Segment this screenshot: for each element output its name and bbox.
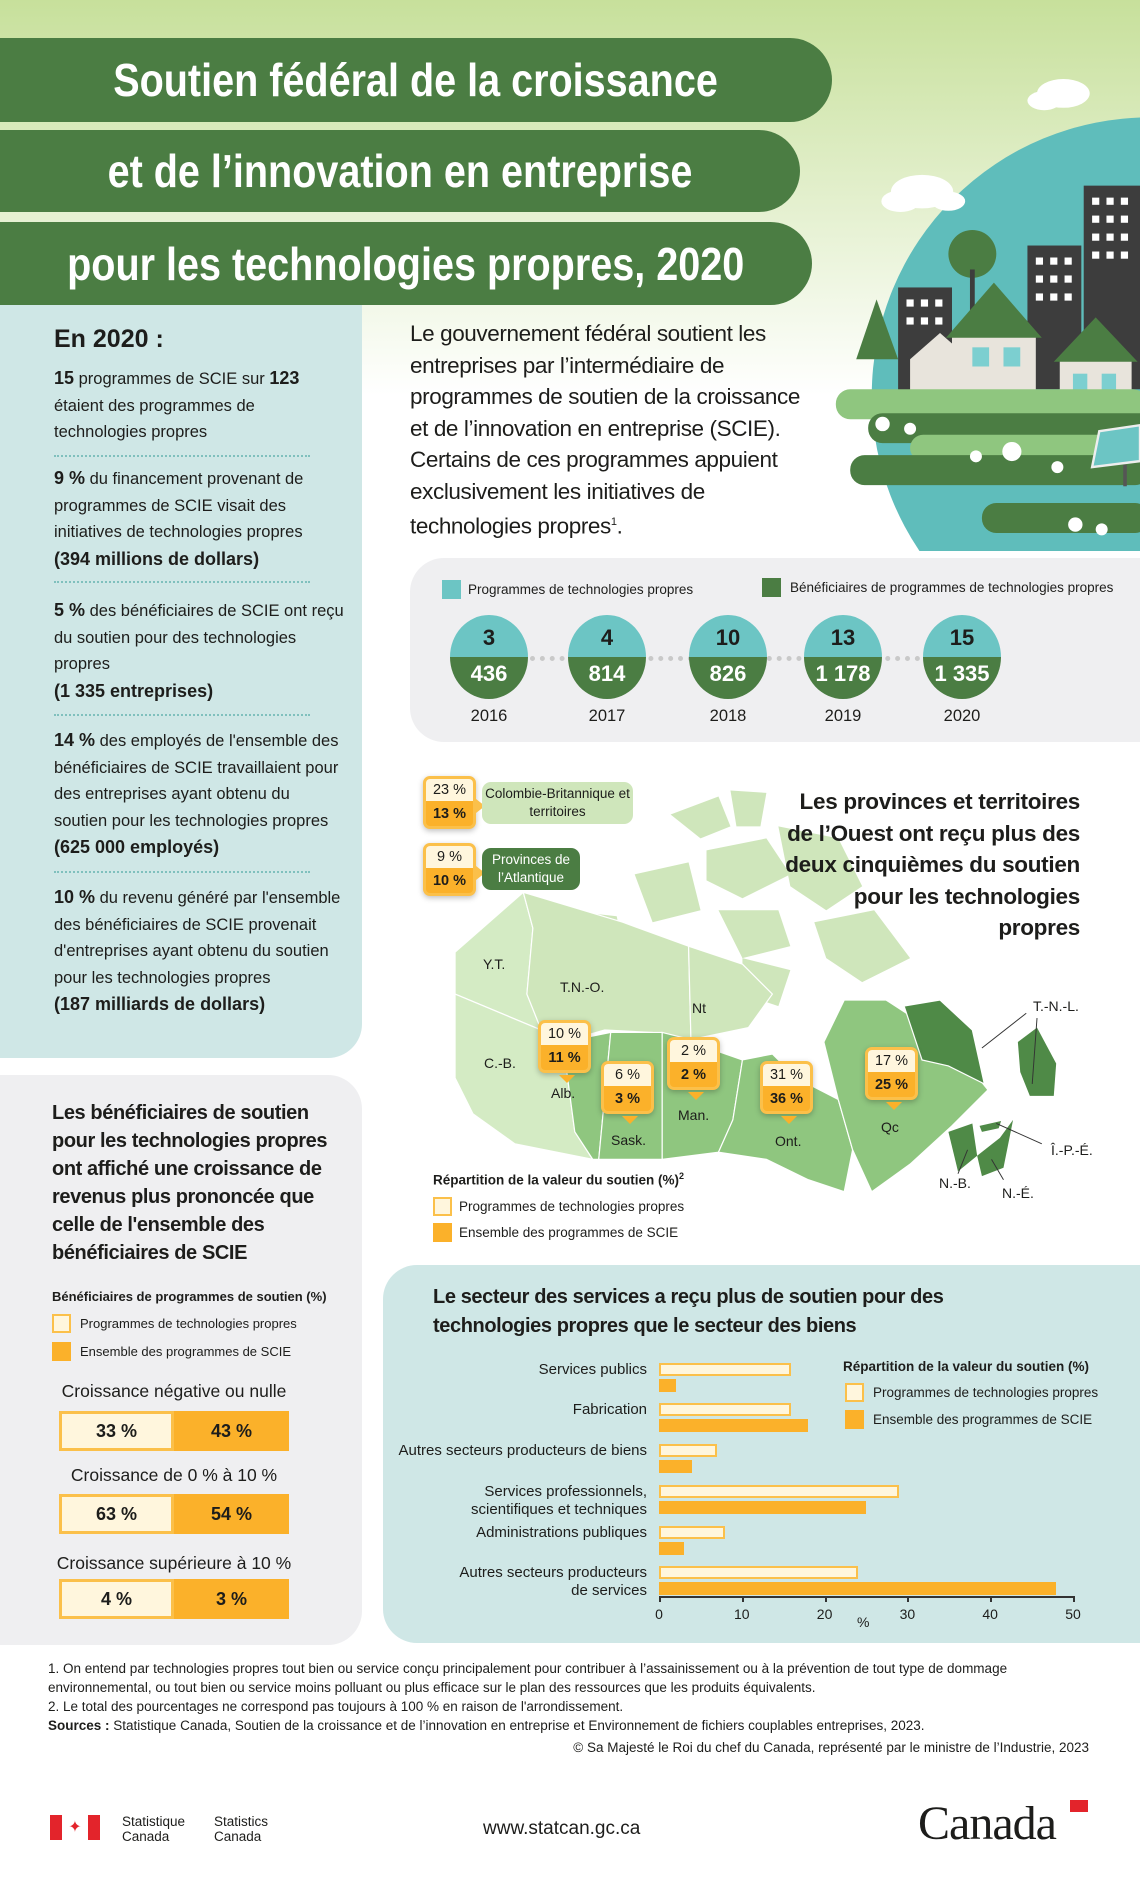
wordmark-flag-icon (1070, 1800, 1088, 1812)
title-line-3 (0, 222, 812, 305)
divider (54, 871, 310, 873)
fact-item: 14 % des employés de l'ensemble des bénéficiaires de SCIE travaillaient pour des entreprises ayant obtenu du soutien pour les technologies propres (625 000 employés) (54, 730, 339, 857)
bar-clean-tech (659, 1403, 791, 1416)
fact-item: 10 % du revenu généré par l'ensemble des bénéficiaires de SCIE provenait d'entreprises ayant obtenu du soutien pour les technologies propres (187 milliards de dollars) (54, 887, 341, 1014)
bar-clean-tech (659, 1444, 717, 1457)
year-circle: 3 436 (450, 615, 528, 699)
legend-swatch-all (52, 1342, 71, 1361)
region-label-bc-territories: Colombie-Britannique et territoires (482, 782, 633, 824)
legend-swatch-clean (52, 1314, 71, 1333)
footnote-ref: 1 (610, 516, 617, 528)
year-circle: 15 1 335 (923, 615, 1001, 699)
map-title: Les provinces et territoires de l’Ouest ont reçu plus des deux cinquièmes du soutien pour les technologies propres (785, 789, 1080, 940)
divider (54, 455, 310, 457)
x-tick-label: 50 (1065, 1606, 1081, 1622)
fact-item: 9 % du financement provenant de programmes de SCIE visait des initiatives de technologies propres (394 millions de dollars) (54, 468, 304, 569)
province-label: T.-N.-L. (1033, 998, 1079, 1014)
year-label: 2019 (824, 707, 862, 725)
province-label: Î.-P.-É. (1051, 1142, 1093, 1158)
title-text: Soutien fédéral de la croissance (113, 54, 719, 106)
legend-swatch-all (433, 1223, 452, 1242)
x-tick-label: 10 (734, 1606, 750, 1622)
province-label: Alb. (551, 1085, 576, 1101)
year-circle: 10 826 (689, 615, 767, 699)
region-nunavut (689, 946, 773, 1039)
growth-row: 63 % 54 % (59, 1494, 289, 1534)
bar-all-programs (659, 1582, 1056, 1595)
legend-swatch-clean (433, 1197, 452, 1216)
growth-row: 33 % 43 % (59, 1411, 289, 1451)
x-axis (659, 1596, 1074, 1598)
province-label: T.N.-O. (560, 979, 605, 995)
title-line-1 (0, 38, 832, 122)
footnote: 2. Le total des pourcentages ne correspond pas toujours à 100 % en raison de l'arrondissement. (48, 1699, 624, 1714)
map-legend-title: Répartition de la valeur du soutien (%)$^2$ (433, 1171, 685, 1188)
growth-row-label: Croissance négative ou nulle (61, 1381, 287, 1401)
x-tick-label: 0 (655, 1606, 663, 1622)
key-facts-heading: En 2020 : (54, 325, 164, 353)
bar-clean-tech (659, 1566, 858, 1579)
legend-label: Ensemble des programmes de SCIE (873, 1412, 1093, 1427)
x-axis-label: % (857, 1614, 870, 1630)
province-label: Qc (881, 1119, 899, 1135)
callout-ontario: 31 % 36 % (760, 1061, 813, 1114)
category-label: Autres secteurs producteurs de services (459, 1564, 647, 1599)
canada-flag-icon: ✦ (50, 1815, 100, 1840)
legend-swatch-beneficiaries (762, 578, 781, 597)
callout-alberta: 10 % 11 % (538, 1020, 591, 1073)
province-label: Sask. (611, 1132, 647, 1148)
callout-saskatchewan: 6 % 3 % (601, 1061, 654, 1114)
chart-title: Le secteur des services a reçu plus de soutien pour des technologies propres que le secteur des biens (433, 1286, 944, 1337)
fact-item: 5 % des bénéficiaires de SCIE ont reçu du soutien pour des technologies propres (1 335 entreprises) (54, 600, 344, 701)
legend-swatch-programs (442, 580, 461, 599)
bar-all-programs (659, 1379, 676, 1392)
growth-row-label: Croissance de 0 % à 10 % (70, 1465, 278, 1485)
category-label: Fabrication (572, 1401, 647, 1418)
x-tick-label: 40 (982, 1606, 998, 1622)
x-tick-label: 20 (816, 1606, 833, 1622)
callout-quebec: 17 % 25 % (865, 1047, 918, 1100)
growth-legend-title: Bénéficiaires de programmes de soutien (%) (52, 1289, 327, 1304)
bar-all-programs (659, 1542, 684, 1555)
divider (54, 714, 310, 716)
bar-clean-tech (659, 1363, 791, 1376)
bar-all-programs (659, 1419, 808, 1432)
province-label: N.-É. (1002, 1185, 1034, 1201)
chart-legend-title: Répartition de la valeur du soutien (%) (843, 1359, 1090, 1374)
footnote: 1. On entend par technologies propres tout bien ou service conçu principalement pour contribuer à l’assainissement ou à la prévention de tout type de dommage (48, 1661, 1008, 1676)
website-link[interactable]: www.statcan.gc.ca (483, 1818, 641, 1839)
title-line-2 (0, 130, 800, 212)
legend-label: Bénéficiaires de programmes de technologies propres (790, 580, 1114, 595)
year-label: 2020 (943, 707, 981, 725)
legend-label: Programmes de technologies propres (873, 1385, 1099, 1400)
legend-label: Ensemble des programmes de SCIE (459, 1225, 679, 1240)
growth-row-label: Croissance supérieure à 10 % (56, 1553, 292, 1573)
intro-paragraph: Le gouvernement fédéral soutient les entreprises par l’intermédiaire de programmes de soutien de la croissance et de l’innovation en entreprise (SCIE). Certains de ces programmes appuient exclusivement les initiatives de technologies propres$^1$. (410, 321, 801, 539)
year-circle: 4 814 (568, 615, 646, 699)
year-label: 2018 (709, 707, 747, 725)
region-pei (980, 1121, 1002, 1132)
year-label: 2017 (588, 707, 626, 725)
category-label: Services publics (538, 1361, 647, 1378)
copyright: © Sa Majesté le Roi du chef du Canada, représenté par le ministre de l’Industrie, 2023 (573, 1740, 1089, 1755)
title-text: et de l’innovation en entreprise (107, 145, 693, 197)
category-label: Services professionnels, scientifiques et techniques (471, 1483, 647, 1518)
divider (54, 581, 310, 583)
region-newfoundland (1018, 1028, 1056, 1096)
callout-manitoba: 2 % 2 % (667, 1037, 720, 1090)
growth-row: 4 % 3 % (59, 1579, 289, 1619)
statcan-fr: Statistique Canada (122, 1814, 186, 1844)
bar-all-programs (659, 1501, 866, 1514)
fact-item: 15 programmes de SCIE sur 123 étaient des programmes de technologies propres (54, 368, 300, 441)
region-nb (948, 1123, 977, 1171)
year-circle: 13 1 178 (804, 615, 882, 699)
province-label: C.-B. (484, 1055, 516, 1071)
bar-clean-tech (659, 1526, 725, 1539)
bar-clean-tech (659, 1485, 899, 1498)
title-text: pour les technologies propres, 2020 (67, 237, 745, 290)
legend-label: Programmes de technologies propres (459, 1199, 685, 1214)
province-label: Y.T. (483, 956, 506, 972)
province-label: Man. (678, 1107, 710, 1123)
legend-label: Programmes de technologies propres (80, 1316, 297, 1331)
canada-wordmark: Canada (918, 1797, 1056, 1850)
category-label: Autres secteurs producteurs de biens (398, 1442, 647, 1459)
province-label: Ont. (775, 1133, 802, 1149)
legend-label: Programmes de technologies propres (468, 582, 694, 597)
legend-label: Ensemble des programmes de SCIE (80, 1344, 291, 1359)
province-label: N.-B. (939, 1175, 971, 1191)
category-label: Administrations publiques (476, 1524, 647, 1541)
growth-heading: Les bénéficiaires de soutien pour les technologies propres ont affiché une croissance de revenus plus prononcée que celle de l'ensemble des bénéficiaires de SCIE (52, 1102, 328, 1264)
callout-atlantic: 9 % 10 % (423, 843, 476, 896)
region-label-atlantic: Provinces de l’Atlantique (482, 848, 580, 890)
province-label: Nt (692, 1000, 706, 1016)
bar-all-programs (659, 1460, 692, 1473)
statcan-en: Statistics Canada (214, 1814, 269, 1844)
footnote: environnemental, ou tout bien ou service moins polluant ou plus efficace sur le plan des ressources que les produits équivalents. (48, 1680, 816, 1695)
x-tick-label: 30 (899, 1606, 916, 1622)
callout-bc-territories: 23 % 13 % (423, 776, 476, 829)
legend-swatch-all (845, 1410, 864, 1429)
year-label: 2016 (470, 707, 508, 725)
sources: Sources : Statistique Canada, Soutien de la croissance et de l’innovation en entreprise et Environnement de fichiers couplables entreprises, 2023. (48, 1718, 925, 1733)
legend-swatch-clean (845, 1383, 864, 1402)
